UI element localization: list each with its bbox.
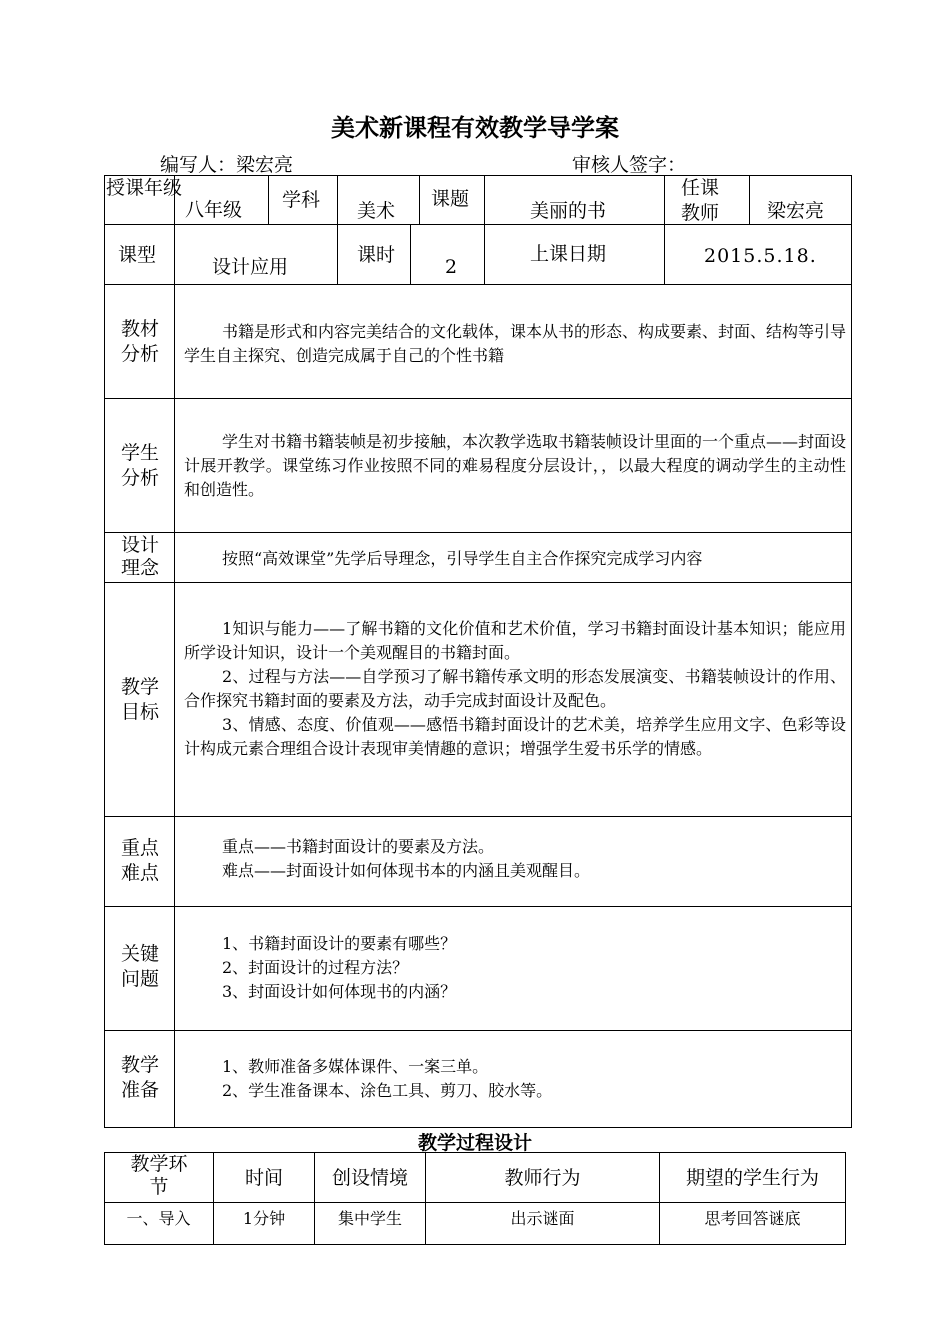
row-divider	[104, 398, 851, 399]
row-divider	[104, 284, 851, 285]
preparation-item: 2、学生准备课本、涂色工具、剪刀、胶水等。	[222, 1081, 553, 1100]
keypoints-text	[184, 835, 846, 883]
teacher-label: 任课教师	[680, 177, 719, 224]
preparation-item: 1、教师准备多媒体课件、一案三单。	[222, 1057, 489, 1076]
process-cell: 集中学生	[337, 1209, 402, 1228]
topic-label: 课题	[431, 188, 470, 210]
preparation-label: 教学准备	[121, 1054, 160, 1101]
questions-label: 关键问题	[121, 943, 160, 990]
topic-value: 美丽的书	[530, 200, 607, 222]
author-line: 编写人：梁宏亮	[160, 154, 294, 176]
process-section-title: 教学过程设计	[417, 1132, 532, 1154]
row-divider	[104, 582, 851, 583]
goals-text	[184, 617, 846, 761]
process-header: 创设情境	[331, 1167, 408, 1189]
student-label: 学生分析	[121, 442, 160, 489]
col-divider	[664, 175, 665, 285]
questions-text	[184, 932, 846, 1004]
process-cell: 思考回答谜底	[704, 1209, 801, 1228]
row-divider	[104, 906, 851, 907]
goal-item: 3、情感、态度、价值观——感悟书籍封面设计的艺术美，培养学生应用文字、色彩等设计构成元素合理组合设计表现审美情趣的意识；增强学生爱书乐学的情感。	[184, 715, 846, 758]
date-value: 2015.5.18.	[704, 245, 817, 267]
goal-item: 2、过程与方法——自学预习了解书籍传承文明的形态发展演变、书籍装帧设计的作用、合作探究书籍封面的要素及方法，动手完成封面设计及配色。	[184, 667, 846, 710]
process-cell: 1分钟	[242, 1209, 286, 1228]
hours-value: 2	[445, 256, 458, 278]
keypoint-item: 难点——封面设计如何体现书本的内涵且美观醒目。	[222, 861, 591, 880]
concept-label: 设计理念	[121, 534, 160, 579]
question-item: 2、封面设计的过程方法？	[222, 958, 409, 977]
keypoint-item: 重点——书籍封面设计的要素及方法。	[222, 837, 495, 856]
concept-text: 按照“高效课堂”先学后导理念，引导学生自主合作探究完成学习内容	[222, 549, 703, 568]
date-label: 上课日期	[530, 243, 607, 265]
type-label: 课型	[118, 244, 157, 266]
col-divider	[268, 175, 269, 225]
row-divider	[104, 1202, 845, 1203]
process-cell: 一、导入	[126, 1209, 191, 1228]
col-divider	[749, 175, 750, 225]
process-header: 期望的学生行为	[685, 1167, 819, 1189]
student-text: 学生对书籍书籍装帧是初步接触，本次教学选取书籍装帧设计里面的一个重点——封面设计展开教学。课堂练习作业按照不同的难易程度分层设计，，以最大程度的调动学生的主动性和创造性。	[184, 432, 847, 499]
row-divider	[104, 224, 851, 225]
reviewer-line: 审核人签字：	[572, 154, 687, 176]
page-title: 美术新课程有效教学导学案	[331, 114, 619, 142]
teacher-value: 梁宏亮	[767, 200, 825, 222]
col-divider	[419, 175, 420, 225]
question-item: 3、封面设计如何体现书的内涵？	[222, 982, 457, 1001]
row-divider	[104, 1030, 851, 1031]
subject-label: 学科	[282, 189, 321, 211]
preparation-text	[184, 1055, 846, 1103]
process-cell: 出示谜面	[510, 1209, 575, 1228]
grade-value: 八年级	[185, 199, 243, 221]
process-header: 时间	[244, 1167, 283, 1189]
row-divider	[104, 532, 851, 533]
material-text: 书籍是形式和内容完美结合的文化载体，课本从书的形态、构成要素、封面、结构等引导学生自主探究、创造完成属于自己的个性书籍	[184, 322, 847, 365]
process-header: 教师行为	[504, 1167, 581, 1189]
row-divider	[104, 816, 851, 817]
grade-label: 授课年级	[106, 177, 183, 199]
material-label: 教材分析	[121, 318, 160, 365]
subject-value: 美术	[357, 200, 396, 222]
col-divider	[410, 224, 411, 285]
type-value: 设计应用	[212, 256, 289, 278]
col-divider	[174, 175, 175, 1127]
question-item: 1、书籍封面设计的要素有哪些？	[222, 934, 457, 953]
col-divider	[484, 175, 485, 285]
goals-label: 教学目标	[121, 676, 160, 723]
hours-label: 课时	[357, 244, 396, 266]
goal-item: 1知识与能力——了解书籍的文化价值和艺术价值，学习书籍封面设计基本知识；能应用所学设计知识，设计一个美观醒目的书籍封面。	[184, 619, 846, 662]
process-header: 教学环节	[130, 1153, 188, 1198]
keypoints-label: 重点难点	[121, 837, 160, 884]
col-divider	[337, 175, 338, 285]
